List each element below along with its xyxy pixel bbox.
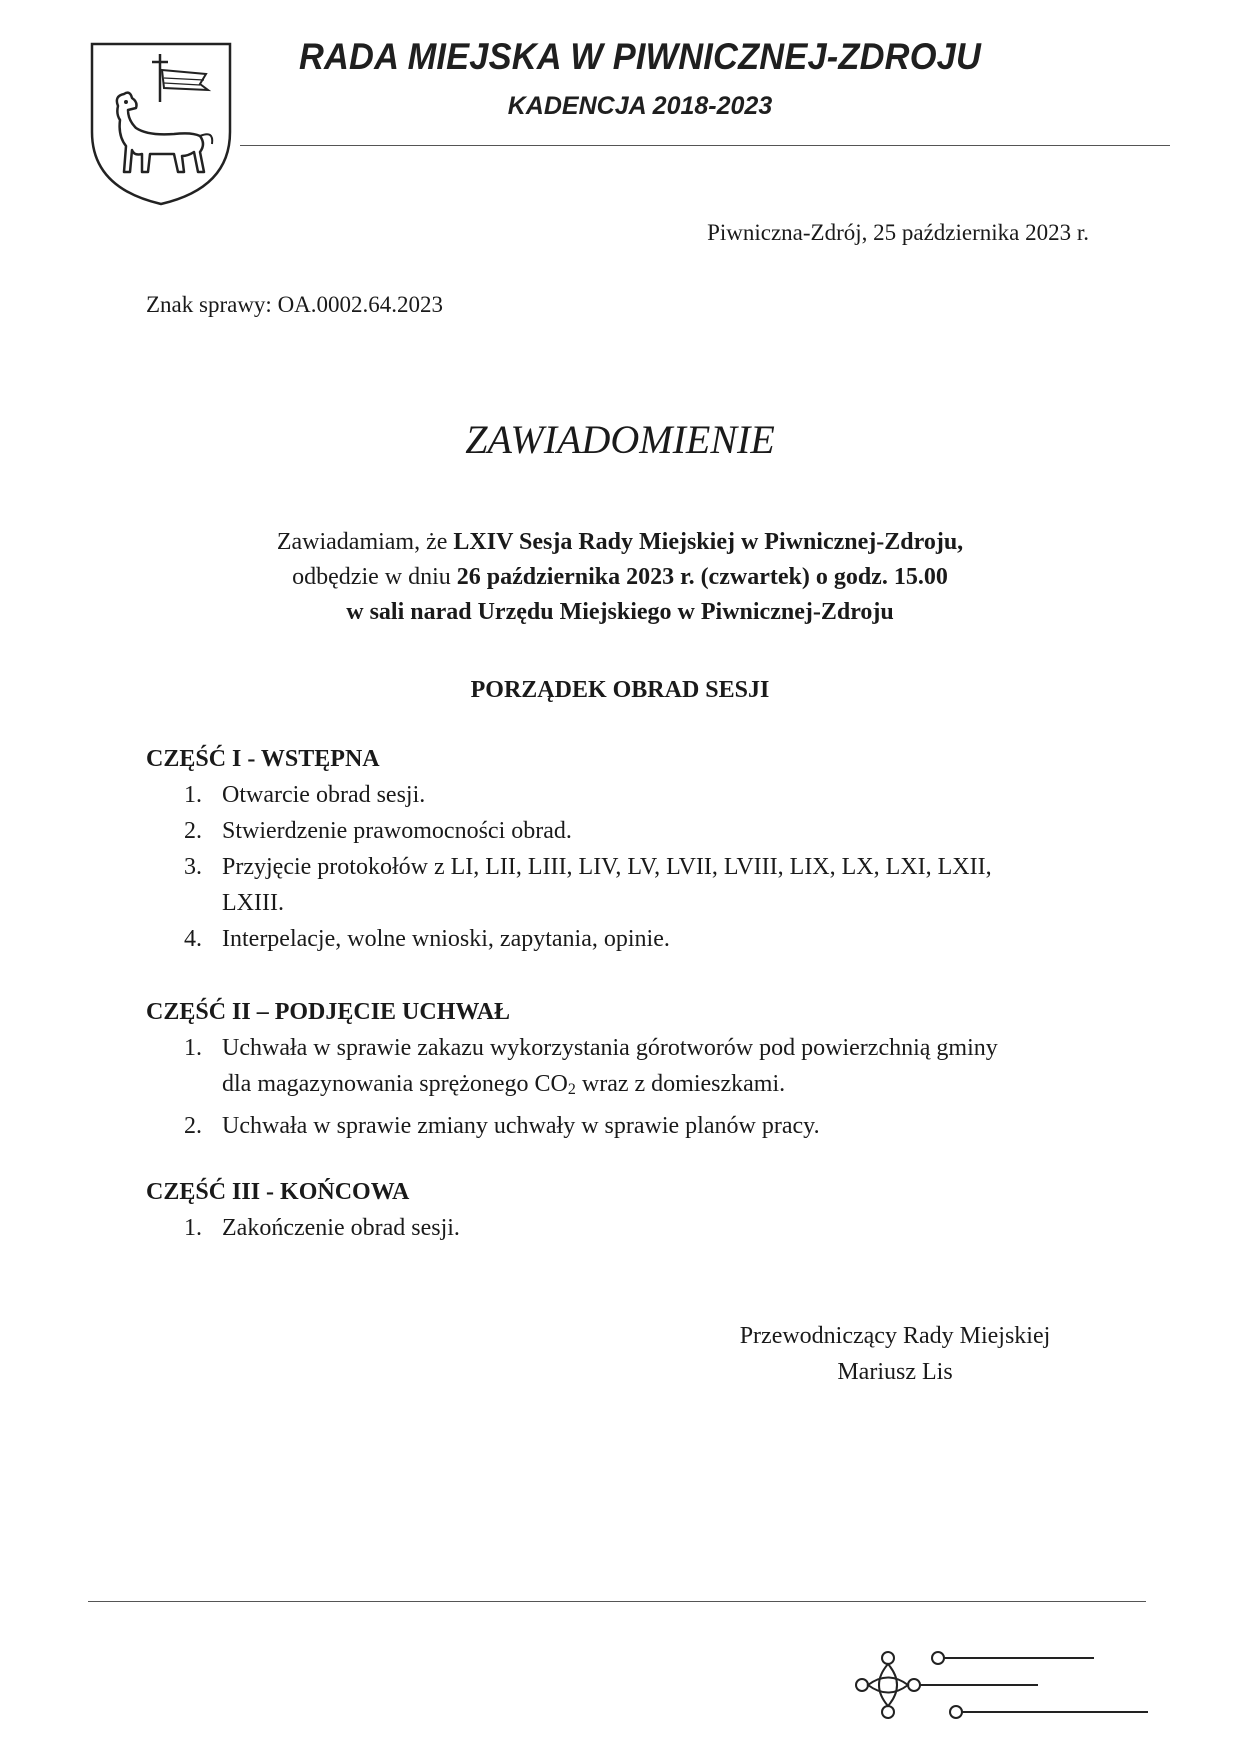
session-location: w sali narad Urzędu Miejskiego w Piwnicznej-Zdroju bbox=[346, 599, 894, 625]
item-text-continued: dla magazynowania sprężonego CO bbox=[222, 1071, 568, 1097]
agenda-list bbox=[146, 777, 1106, 957]
agenda-list bbox=[146, 1030, 1106, 1144]
notice-paragraph bbox=[120, 525, 1120, 630]
item-text: Zakończenie obrad sesji. bbox=[222, 1215, 460, 1241]
agenda-part-2 bbox=[146, 994, 1106, 1144]
list-item bbox=[146, 1030, 1106, 1108]
signatory-role: Przewodniczący Rady Miejskiej bbox=[739, 1323, 1051, 1349]
notice-line-3 bbox=[120, 595, 1120, 630]
list-item bbox=[146, 777, 1106, 813]
coat-of-arms-icon bbox=[88, 40, 234, 208]
part-heading: CZĘŚĆ I - WSTĘPNA bbox=[146, 746, 380, 772]
part-heading: CZĘŚĆ II – PODJĘCIE UCHWAŁ bbox=[146, 999, 511, 1025]
footer-ornament-icon bbox=[848, 1640, 1148, 1730]
item-text-continued: LXIII. bbox=[222, 890, 284, 916]
subscript: 2 bbox=[567, 1081, 576, 1098]
list-item bbox=[146, 1108, 1106, 1144]
item-text: Przyjęcie protokołów z LI, LII, LIII, LIV, LV, LVII, LVIII, LIX, LX, LXI, LXII, bbox=[222, 854, 992, 880]
session-datetime: 26 października 2023 r. (czwartek) o godz. 15.00 bbox=[456, 564, 948, 590]
item-number: 2. bbox=[184, 1113, 202, 1139]
session-name: LXIV Sesja Rady Miejskiej w Piwnicznej-Zdroju, bbox=[453, 529, 964, 555]
item-text: Interpelacje, wolne wnioski, zapytania, opinie. bbox=[222, 926, 670, 952]
council-term: KADENCJA 2018-2023 bbox=[507, 92, 773, 120]
agenda-list bbox=[146, 1210, 1106, 1246]
item-number: 2. bbox=[184, 818, 202, 844]
item-number: 1. bbox=[184, 1035, 202, 1061]
part-heading: CZĘŚĆ III - KOŃCOWA bbox=[146, 1179, 410, 1205]
item-number: 1. bbox=[184, 1215, 202, 1241]
notice-line-1 bbox=[120, 525, 1120, 560]
item-number: 3. bbox=[184, 854, 202, 880]
list-item bbox=[146, 813, 1106, 849]
agenda-title: PORZĄDEK OBRAD SESJI bbox=[470, 677, 770, 703]
list-item bbox=[146, 921, 1106, 957]
document-title: ZAWIADOMIENIE bbox=[465, 417, 775, 462]
signature-block bbox=[700, 1318, 1090, 1390]
item-text-continued: wraz z domieszkami. bbox=[575, 1071, 786, 1097]
notice-text: odbędzie w dniu bbox=[292, 564, 457, 590]
council-name: RADA MIEJSKA W PIWNICZNEJ-ZDROJU bbox=[298, 36, 982, 77]
list-item bbox=[146, 849, 1106, 921]
item-number: 4. bbox=[184, 926, 202, 952]
notice-line-2 bbox=[120, 560, 1120, 595]
signatory-name: Mariusz Lis bbox=[837, 1359, 953, 1385]
item-text: Otwarcie obrad sesji. bbox=[222, 782, 426, 808]
agenda-part-1 bbox=[146, 741, 1106, 957]
footer-divider bbox=[88, 1601, 1146, 1602]
item-text: Uchwała w sprawie zmiany uchwały w sprawie planów pracy. bbox=[222, 1113, 820, 1139]
notice-text: Zawiadamiam, że bbox=[276, 529, 454, 555]
list-item bbox=[146, 1210, 1106, 1246]
item-text: Stwierdzenie prawomocności obrad. bbox=[222, 818, 572, 844]
item-text: Uchwała w sprawie zakazu wykorzystania górotworów pod powierzchnią gminy bbox=[222, 1035, 998, 1061]
header-divider bbox=[240, 145, 1170, 146]
agenda-part-3 bbox=[146, 1174, 1106, 1246]
case-number: Znak sprawy: OA.0002.64.2023 bbox=[146, 292, 444, 317]
item-number: 1. bbox=[184, 782, 202, 808]
place-date: Piwniczna-Zdrój, 25 października 2023 r. bbox=[707, 220, 1089, 245]
